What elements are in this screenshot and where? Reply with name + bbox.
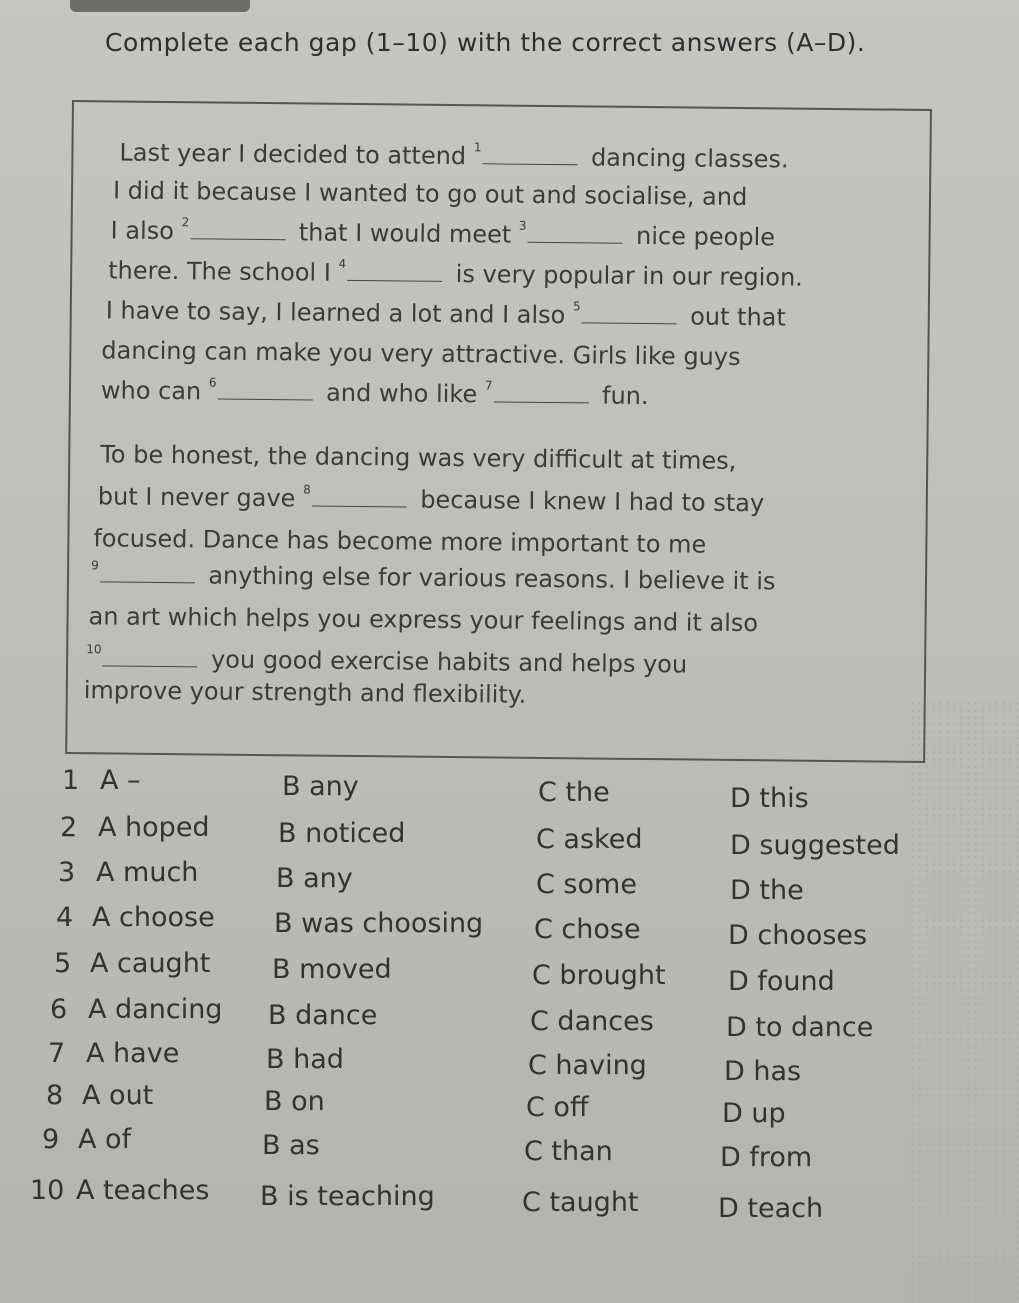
option-b[interactable]: B was choosing <box>274 908 484 939</box>
gap-number: 10 <box>86 642 102 657</box>
option-b[interactable]: B is teaching <box>260 1181 435 1212</box>
gap-number: 8 <box>303 482 311 497</box>
passage-box <box>65 100 932 763</box>
option-a[interactable]: A caught <box>90 948 211 979</box>
option-b[interactable]: B any <box>282 771 359 802</box>
gap-blank[interactable] <box>217 381 312 401</box>
gap-3[interactable] <box>518 218 629 250</box>
passage-line <box>101 376 649 410</box>
gap-8[interactable] <box>303 484 413 513</box>
option-d[interactable]: D has <box>724 1056 802 1087</box>
gap-7[interactable] <box>485 380 595 409</box>
option-b[interactable]: B on <box>264 1086 325 1117</box>
passage-text-segment: dancing classes. <box>583 143 789 174</box>
passage-text-segment: and who like <box>318 378 485 409</box>
passage-line <box>106 296 786 331</box>
option-c[interactable]: C some <box>536 869 637 900</box>
option-c[interactable]: C than <box>524 1136 613 1167</box>
passage-text-segment: an art which helps you express your feelings and it also <box>88 602 759 638</box>
question-number: 2 <box>60 812 78 843</box>
gap-1[interactable] <box>474 142 584 171</box>
gap-2[interactable] <box>181 217 291 246</box>
question-number: 10 <box>30 1175 65 1206</box>
option-a[interactable]: A of <box>78 1124 132 1155</box>
passage-text-segment: I have to say, I learned a lot and I also <box>105 296 574 330</box>
passage-text-segment: but I never gave <box>97 482 304 513</box>
background-dot-pattern <box>909 700 1019 1300</box>
passage-text-segment: Last year I decided to attend <box>119 138 474 171</box>
option-d[interactable]: D this <box>730 783 809 814</box>
option-d[interactable]: D suggested <box>730 830 900 861</box>
option-d[interactable]: D up <box>722 1098 786 1129</box>
gap-blank[interactable] <box>493 383 588 403</box>
passage-line <box>98 482 765 517</box>
passage-line <box>100 440 736 475</box>
option-c[interactable]: C asked <box>536 824 643 855</box>
question-number: 1 <box>62 765 80 796</box>
passage-line <box>93 524 706 558</box>
option-d[interactable]: D to dance <box>726 1012 874 1043</box>
option-b[interactable]: B had <box>266 1044 344 1075</box>
passage-line <box>86 644 687 678</box>
option-d[interactable]: D found <box>728 966 835 997</box>
option-a[interactable]: A dancing <box>88 994 223 1025</box>
passage-text-segment: nice people <box>628 221 776 252</box>
option-d[interactable]: D from <box>720 1142 813 1173</box>
gap-9[interactable] <box>91 560 201 589</box>
passage-line <box>91 560 776 595</box>
option-a[interactable]: A – <box>100 765 141 796</box>
option-b[interactable]: B noticed <box>278 818 406 849</box>
gap-6[interactable] <box>209 377 319 406</box>
question-number: 4 <box>56 902 74 933</box>
passage-text-segment: anything else for various reasons. I believe it is <box>200 561 776 596</box>
gap-blank[interactable] <box>482 145 577 165</box>
gap-blank[interactable] <box>190 220 285 240</box>
passage-text-segment: To be honest, the dancing was very difficult at times, <box>100 440 737 475</box>
gap-5[interactable] <box>573 301 683 330</box>
option-b[interactable]: B moved <box>272 954 392 985</box>
option-b[interactable]: B as <box>262 1130 320 1161</box>
passage-text-segment: I also <box>110 216 182 246</box>
gap-number: 5 <box>572 299 581 314</box>
option-c[interactable]: C brought <box>532 960 666 991</box>
option-c[interactable]: C the <box>538 777 610 808</box>
passage-line <box>84 676 527 709</box>
passage-text-segment: focused. Dance has become more important to me <box>93 524 707 559</box>
option-a[interactable]: A have <box>86 1038 180 1069</box>
option-c[interactable]: C having <box>528 1050 647 1081</box>
gap-blank[interactable] <box>581 304 676 324</box>
passage-line <box>113 176 748 211</box>
passage-text-segment: out that <box>682 302 787 332</box>
passage-text-segment: you good exercise habits and helps you <box>203 645 688 679</box>
option-d[interactable]: D teach <box>718 1193 824 1224</box>
page-header-strip <box>70 0 250 12</box>
gap-blank[interactable] <box>312 488 407 508</box>
question-number: 3 <box>58 857 76 888</box>
option-a[interactable]: A choose <box>92 902 215 933</box>
option-a[interactable]: A much <box>96 857 199 888</box>
question-number: 5 <box>54 948 72 979</box>
option-d[interactable]: D chooses <box>728 920 868 951</box>
option-b[interactable]: B any <box>276 863 353 894</box>
gap-blank[interactable] <box>102 647 197 667</box>
gap-number: 1 <box>473 140 482 155</box>
gap-number: 6 <box>208 375 217 390</box>
passage-line <box>101 336 740 371</box>
gap-number: 3 <box>518 218 527 233</box>
gap-number: 2 <box>181 215 190 230</box>
passage-text-segment: because I knew I had to stay <box>412 485 765 518</box>
option-a[interactable]: A teaches <box>76 1175 210 1206</box>
option-c[interactable]: C chose <box>534 914 641 945</box>
passage-text-segment: dancing can make you very attractive. Girls like guys <box>101 336 741 372</box>
passage-line <box>119 139 788 174</box>
option-a[interactable]: A out <box>82 1080 154 1111</box>
gap-blank[interactable] <box>100 563 195 583</box>
option-c[interactable]: C off <box>526 1092 589 1123</box>
passage-line <box>88 602 758 637</box>
gap-10[interactable] <box>86 644 204 673</box>
gap-4[interactable] <box>338 256 448 288</box>
question-number: 7 <box>48 1038 66 1069</box>
passage-text-segment: fun. <box>594 381 649 411</box>
passage-line <box>108 256 803 291</box>
passage-text-segment: who can <box>100 376 210 406</box>
passage-text-segment: improve your strength and flexibility. <box>83 676 527 709</box>
passage-text-segment: there. The school I <box>108 256 339 287</box>
instruction-heading: Complete each gap (1–10) with the correct answers (A–D). <box>105 28 866 57</box>
passage-text-segment: I did it because I wanted to go out and socialise, and <box>112 176 748 212</box>
gap-number: 7 <box>484 378 493 393</box>
gap-number: 9 <box>91 558 99 573</box>
option-c[interactable]: C dances <box>530 1006 654 1037</box>
passage-text-segment: is very popular in our region. <box>447 259 804 292</box>
gap-blank[interactable] <box>347 262 442 282</box>
question-number: 9 <box>42 1124 60 1155</box>
passage-text-segment: that I would meet <box>291 218 520 249</box>
option-c[interactable]: C taught <box>522 1187 639 1218</box>
question-number: 6 <box>50 994 68 1025</box>
option-a[interactable]: A hoped <box>98 812 210 843</box>
option-b[interactable]: B dance <box>268 1000 378 1031</box>
passage-line <box>110 216 775 251</box>
gap-number: 4 <box>338 256 347 271</box>
gap-blank[interactable] <box>527 224 622 244</box>
passage-text <box>74 102 930 709</box>
question-number: 8 <box>46 1080 64 1111</box>
option-d[interactable]: D the <box>730 875 804 906</box>
